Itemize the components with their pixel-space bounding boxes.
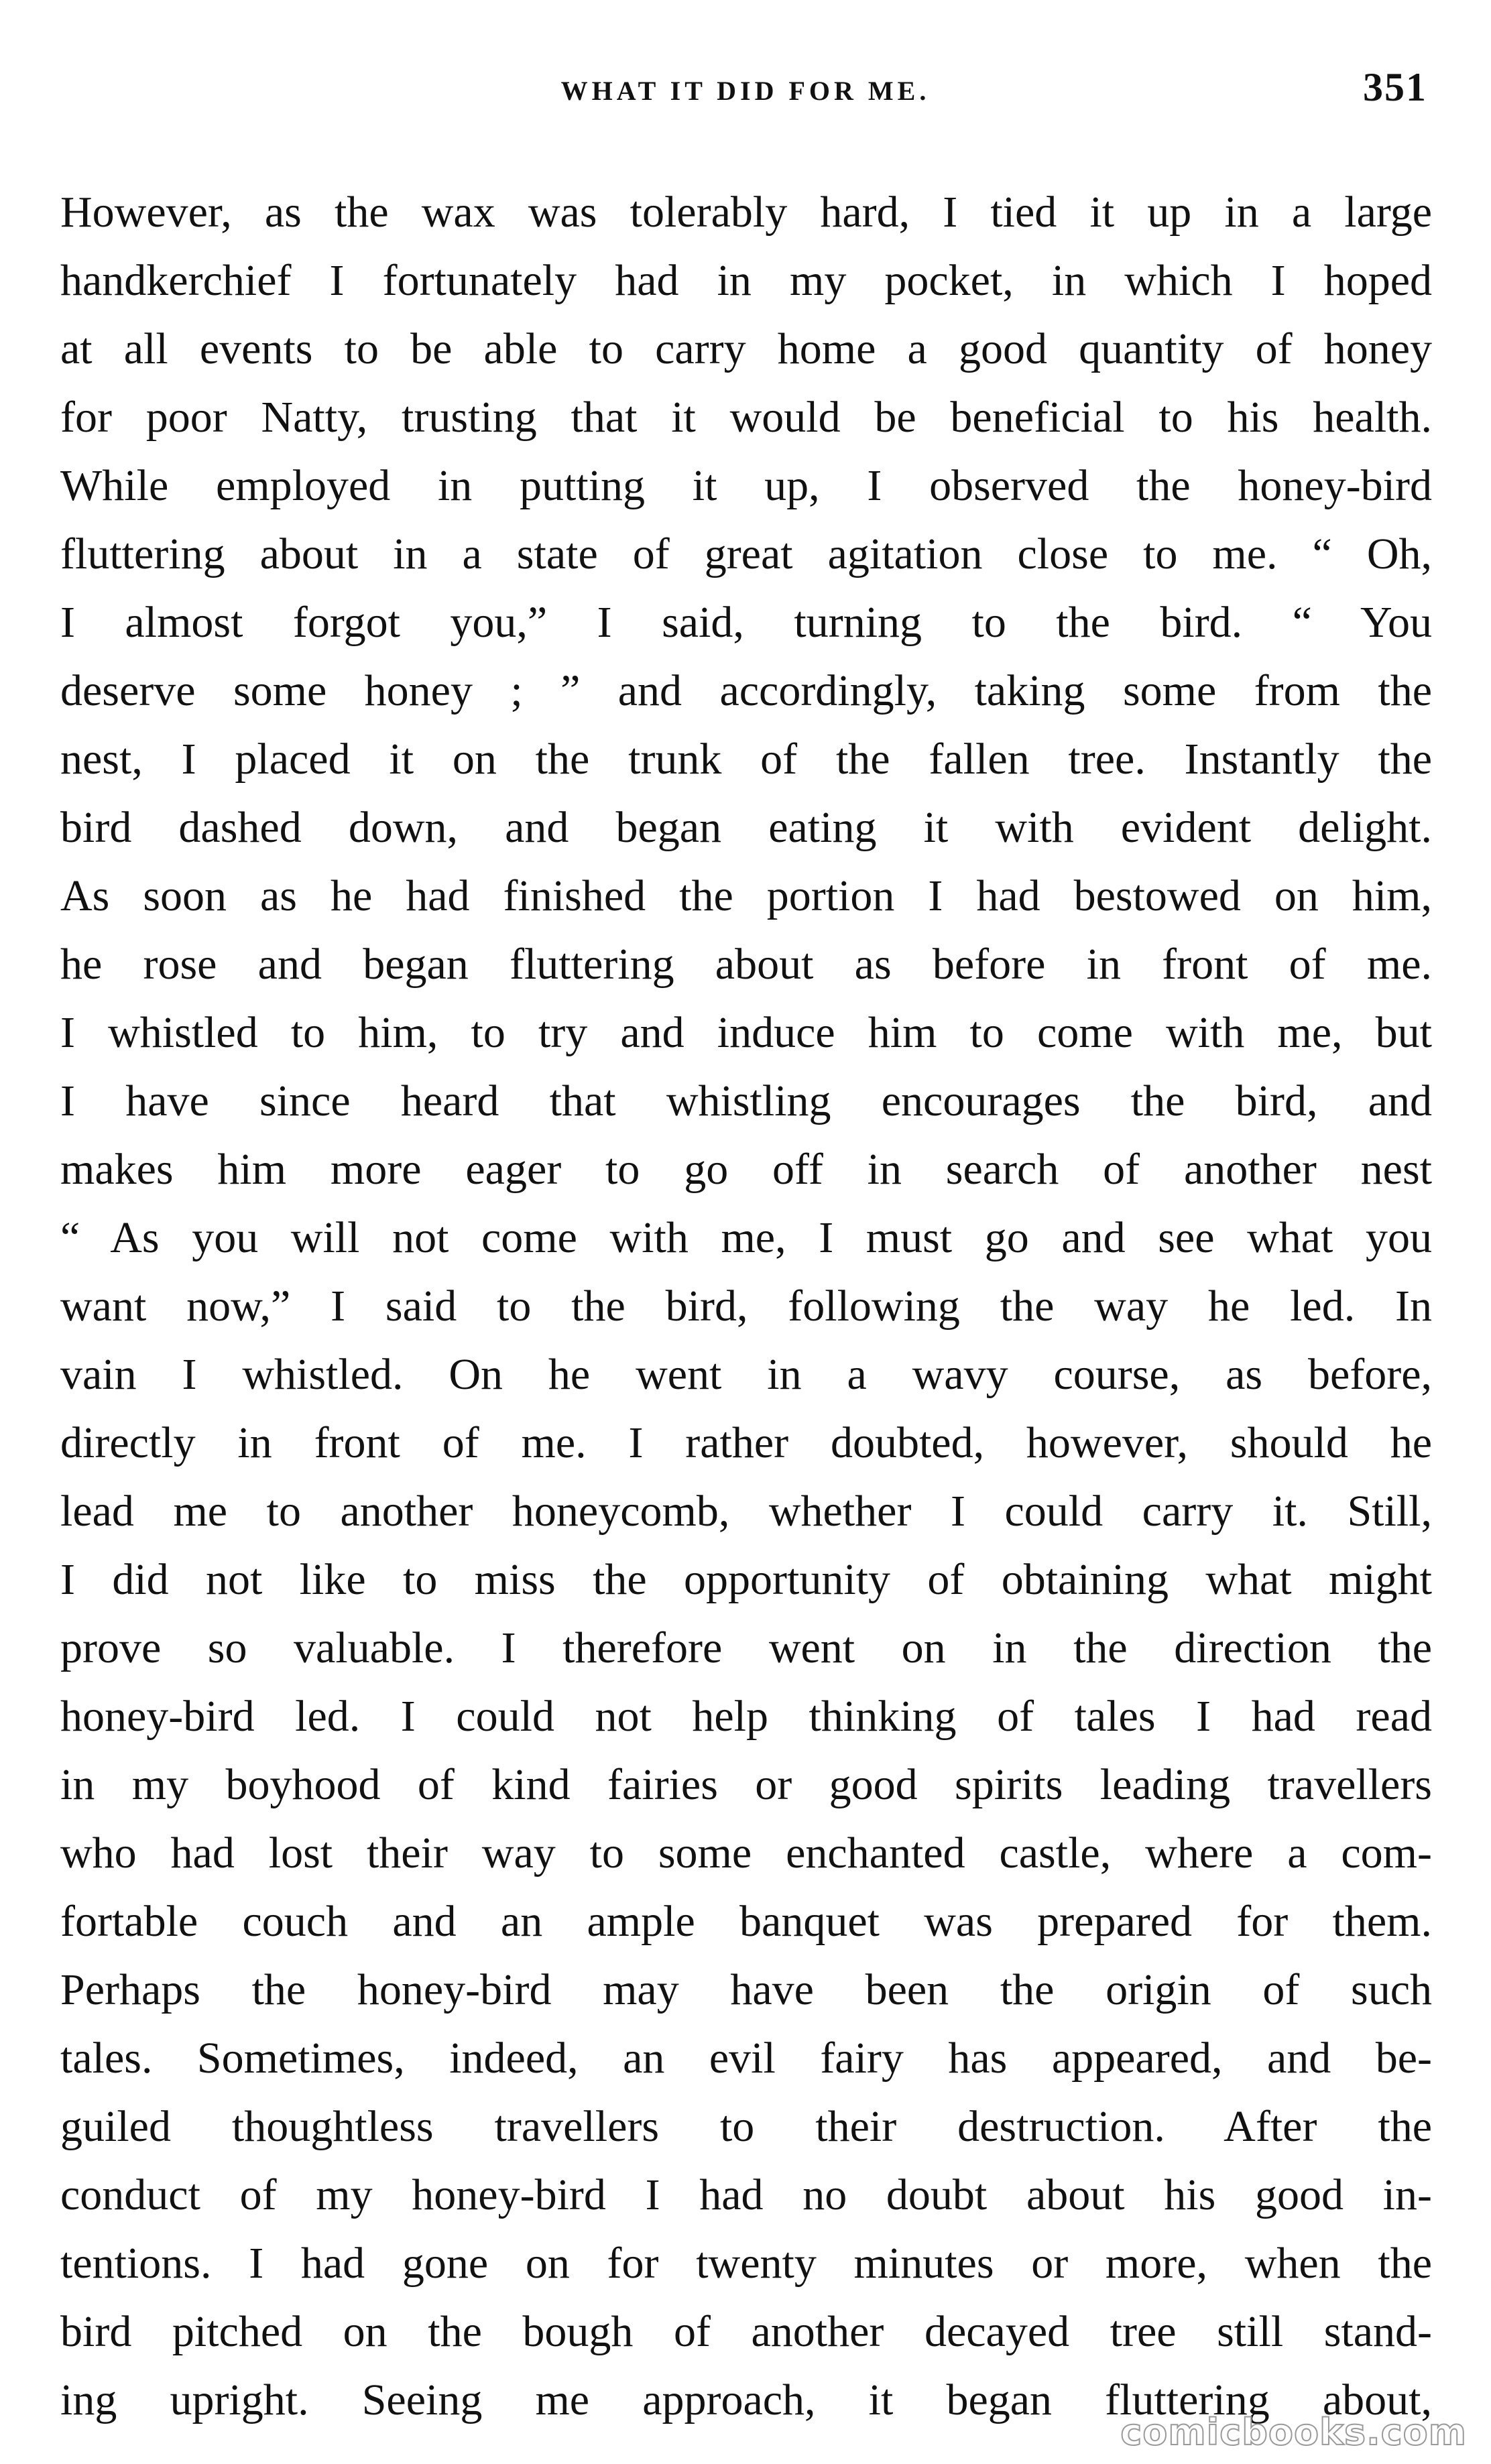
text-line: ing upright. Seeing me approach, it began fluttering about, [60,2376,1432,2424]
text-line: prove so valuable. I therefore went on in the direction the [60,1623,1432,1672]
text-line: guiled thoughtless travellers to their destruction. After the [60,2102,1432,2151]
text-line: I whistled to him, to try and induce him to come with me, but [60,1008,1432,1057]
text-line: I almost forgot you,” I said, turning to the bird. “ You [60,598,1432,647]
text-line: fortable couch and an ample banquet was prepared for them. [60,1897,1432,1946]
page-number: 351 [1363,65,1427,109]
text-line: in my boyhood of kind fairies or good spirits leading travellers [60,1760,1432,1809]
text-line: nest, I placed it on the trunk of the fallen tree. Instantly the [60,735,1432,784]
text-line: who had lost their way to some enchanted castle, where a com- [60,1829,1432,1877]
text-line: tentions. I had gone on for twenty minutes or more, when the [60,2239,1432,2288]
text-line: However, as the wax was tolerably hard, I tied it up in a large [60,188,1432,237]
watermark: comicbooks.com [1120,2411,1467,2453]
text-line: Perhaps the honey-bird may have been the origin of such [60,1965,1432,2014]
text-line: fluttering about in a state of great agitation close to me. “ Oh, [60,530,1432,578]
text-line: he rose and began fluttering about as before in front of me. [60,940,1432,989]
text-line: As soon as he had finished the portion I had bestowed on him, [60,871,1432,920]
text-line: deserve some honey ; ” and accordingly, taking some from the [60,666,1432,715]
text-line: handkerchief I fortunately had in my pocket, in which I hoped [60,256,1432,305]
text-line: for poor Natty, trusting that it would be beneficial to his health. [60,393,1432,442]
text-line: bird dashed down, and began eating it with evident delight. [60,803,1432,852]
text-line: tales. Sometimes, indeed, an evil fairy has appeared, and be- [60,2034,1432,2083]
text-line: makes him more eager to go off in search of another nest [60,1145,1432,1194]
text-line: While employed in putting it up, I observed the honey-bird [60,461,1432,510]
text-line: directly in front of me. I rather doubted, however, should he [60,1418,1432,1467]
text-line: “ As you will not come with me, I must go and see what you [60,1213,1432,1262]
running-head: WHAT IT DID FOR ME. [560,76,931,106]
text-line: at all events to be able to carry home a good quantity of honey [60,324,1432,373]
text-line: want now,” I said to the bird, following the way he led. In [60,1282,1432,1331]
text-line: conduct of my honey-bird I had no doubt about his good in- [60,2170,1432,2219]
body-text [60,178,1432,2435]
text-line: bird pitched on the bough of another decayed tree still stand- [60,2307,1432,2356]
text-line: honey-bird led. I could not help thinking of tales I had read [60,1692,1432,1741]
text-line: lead me to another honeycomb, whether I could carry it. Still, [60,1487,1432,1536]
text-line: I have since heard that whistling encourages the bird, and [60,1076,1432,1125]
text-line: I did not like to miss the opportunity of obtaining what might [60,1555,1432,1604]
text-line: vain I whistled. On he went in a wavy course, as before, [60,1350,1432,1399]
